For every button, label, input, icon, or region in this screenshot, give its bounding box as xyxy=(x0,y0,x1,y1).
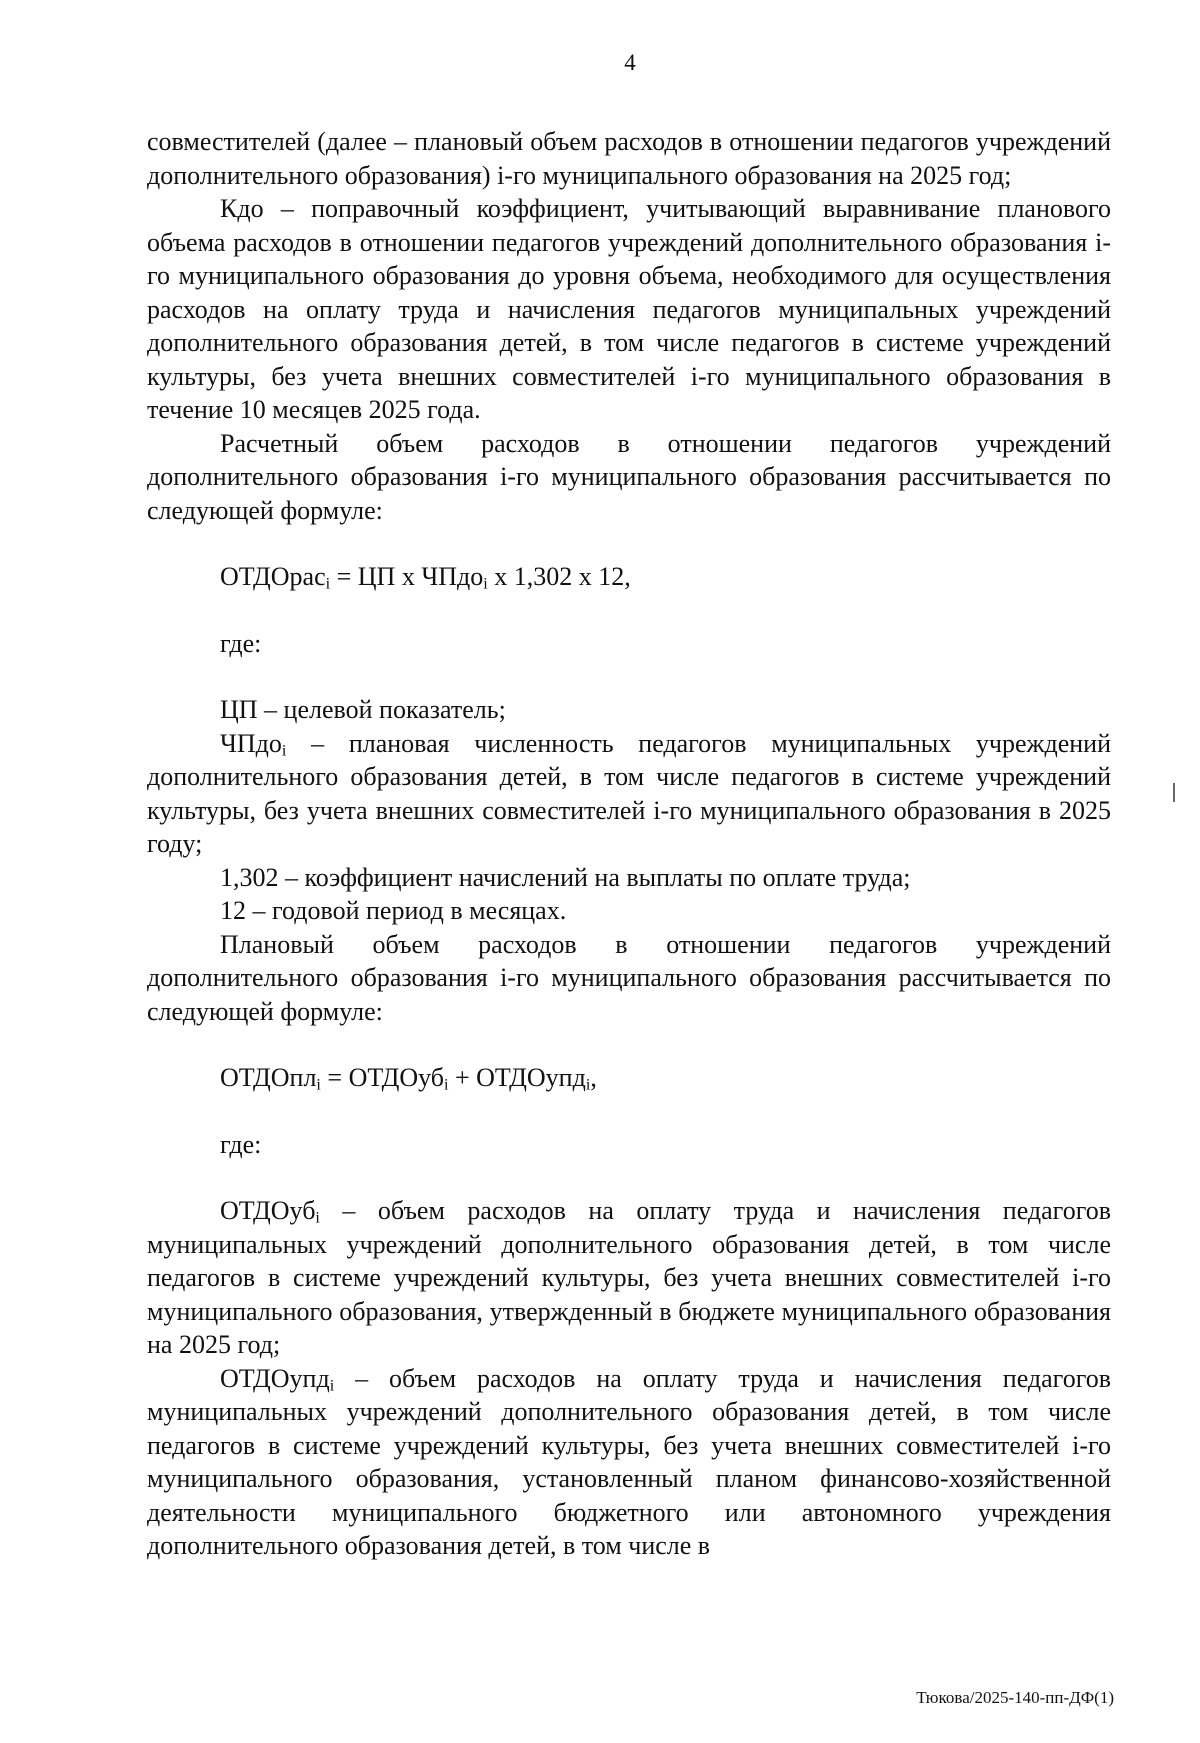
paragraph-calculated-volume-intro: Расчетный объем расходов в отношении педагогов учреждений дополнительного образования i-го муниципального образования рассчитывается по следующей формуле: xyxy=(147,428,1111,525)
formula-subscript: i xyxy=(316,1076,321,1094)
formula-subscript: i xyxy=(325,575,331,593)
formula-subscript: i xyxy=(444,1076,449,1094)
paragraph-kdo-definition: Кдо – поправочный коэффициент, учитывающий выравнивание планового объема расходов в отношении педагогов учреждений дополнительного образования i-го муниципального образования до уровня объема, необходимого для осуществления расходов на оплату труда и начисления педагогов муниципальных учреждений дополнительного образования детей, в том числе педагогов в системе учреждений культуры, без учета внешних совместителей i-го муниципального образования в течение 10 месяцев 2025 года. xyxy=(147,194,1111,424)
where-label: где: xyxy=(220,1129,262,1159)
definition-planned-headcount xyxy=(147,727,1111,861)
definition-accrual-coefficient: 1,302 – коэффициент начислений на выплаты по оплате труда; xyxy=(220,862,911,892)
definition-symbol: ОТДОуб xyxy=(220,1196,316,1225)
definition-text: – плановая численность педагогов муниципальных учреждений дополнительного образования детей, в том числе педагогов в системе учреждений культуры, без учета внешних совместителей i-го муниципального образования в 2025 году; xyxy=(147,728,1111,858)
scan-artifact-mark xyxy=(1173,783,1175,802)
definition-subscript: i xyxy=(281,742,287,760)
definition-target-indicator: ЦП – целевой показатель; xyxy=(220,695,506,724)
where-label: где: xyxy=(220,628,262,658)
definition-subscript: i xyxy=(315,1209,320,1227)
definition-annual-period: 12 – годовой период в месяцах. xyxy=(220,896,567,925)
page-number: 4 xyxy=(624,50,636,75)
definition-subscript: i xyxy=(329,1377,335,1395)
definition-text: – объем расходов на оплату труда и начисления педагогов муниципальных учреждений дополнительного образования детей, в том числе педагогов в системе учреждений культуры, без учета внешних совместителей i-го муниципального образования, утвержденный в бюджете муниципального образования на 2025 год; xyxy=(147,1196,1111,1359)
definition-symbol: ЧПдо xyxy=(220,728,282,758)
formula-term: + ОТДОупд xyxy=(448,1063,586,1092)
document-body xyxy=(147,125,1111,1563)
definition-budget-approved-volume xyxy=(147,1194,1111,1362)
definition-plan-established-volume xyxy=(147,1362,1111,1563)
formula-lhs: ОТДОрас xyxy=(220,562,326,591)
document-code: Тюкова/2025-140-пп-ДФ(1) xyxy=(916,1688,1114,1707)
formula-lhs: ОТДОпл xyxy=(220,1063,317,1092)
paragraph-continuation: совместителей (далее – плановый объем расходов в отношении педагогов учреждений дополнительного образования) i-го муниципального образования на 2025 год; xyxy=(147,127,1111,190)
definition-symbol: ОТДОупд xyxy=(220,1363,330,1393)
formula-subscript: i xyxy=(483,575,488,593)
paragraph-planned-volume-intro: Плановый объем расходов в отношении педагогов учреждений дополнительного образования i-го муниципального образования рассчитывается по следующей формуле: xyxy=(147,929,1111,1026)
definition-text: – объем расходов на оплату труда и начисления педагогов муниципальных учреждений дополнительного образования детей, в том числе педагогов в системе учреждений культуры, без учета внешних совместителей i-го муниципального образования, установленный планом финансово-хозяйственной деятельности муниципального бюджетного или автономного учреждения дополнительного образования детей, в том числе в xyxy=(147,1363,1111,1560)
formula-subscript: i xyxy=(585,1076,591,1094)
formula-term: = ЦП x ЧПдо xyxy=(330,562,484,591)
formula-term: , xyxy=(590,1063,597,1092)
formula-calculated-volume xyxy=(147,560,1111,594)
formula-term: = ОТДОуб xyxy=(320,1063,444,1092)
formula-term: x 1,302 x 12, xyxy=(487,562,631,591)
formula-planned-volume xyxy=(147,1061,1111,1095)
